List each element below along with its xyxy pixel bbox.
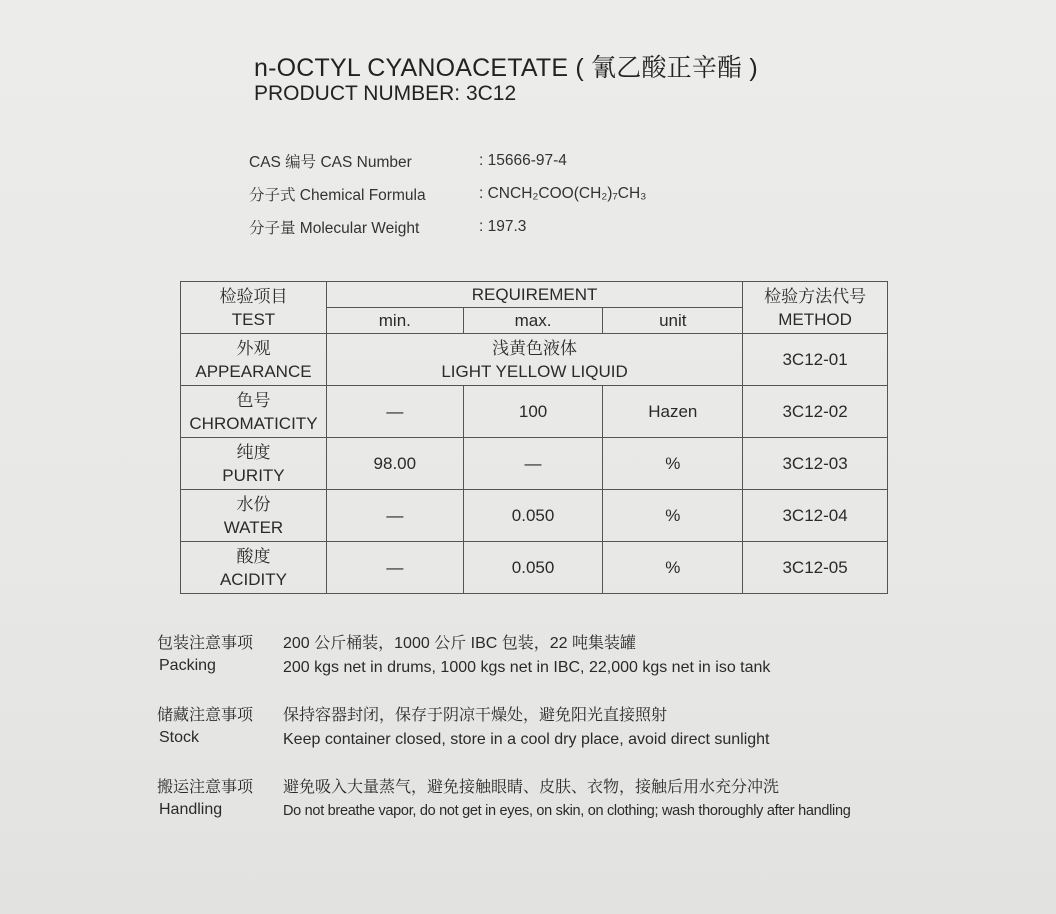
note-text-en: 200 kgs net in drums, 1000 kgs net in IBC, 22,000 kgs net in iso tank <box>283 659 771 676</box>
header-test <box>181 282 327 334</box>
table-row <box>181 438 888 490</box>
test-name-en: PURITY <box>222 465 285 485</box>
note-label-zh: 包装注意事项 <box>157 635 254 652</box>
table-row <box>181 386 888 438</box>
max-cell: — <box>463 438 603 490</box>
note-label-en: Handling <box>159 801 223 818</box>
property-value: : 197.3 <box>479 217 527 235</box>
test-name-en: APPEARANCE <box>195 361 312 381</box>
header-requirement: REQUIREMENT <box>326 282 742 308</box>
properties-list <box>249 144 646 243</box>
test-cell <box>181 334 327 386</box>
unit-cell: Hazen <box>603 386 743 438</box>
property-row-formula <box>249 177 646 210</box>
property-label: 分子式 Chemical Formula <box>249 186 426 204</box>
test-name-en: WATER <box>223 517 284 537</box>
header-min: min. <box>326 308 463 334</box>
min-cell: 98.00 <box>326 438 463 490</box>
test-cell <box>181 386 327 438</box>
test-name-zh: 酸度 <box>236 546 271 566</box>
test-name-zh: 外观 <box>236 338 271 358</box>
method-cell: 3C12-01 <box>743 334 888 386</box>
test-cell <box>181 542 327 594</box>
note-text-zh: 保持容器封闭，保存于阴凉干燥处，避免阳光直接照射 <box>283 707 668 724</box>
unit-cell: % <box>603 490 743 542</box>
method-cell: 3C12-02 <box>743 386 888 438</box>
max-cell: 0.050 <box>463 542 603 594</box>
test-cell <box>181 490 327 542</box>
test-name-zh: 色号 <box>236 390 271 410</box>
product-title: n-OCTYL CYANOACETATE ( 氰乙酸正辛酯 ) <box>254 54 758 82</box>
note-label-zh: 搬运注意事项 <box>157 779 254 796</box>
property-label: 分子量 Molecular Weight <box>249 219 420 237</box>
note-label-en: Stock <box>159 729 200 746</box>
table-row <box>181 542 888 594</box>
property-row-cas <box>249 144 646 177</box>
requirement-cell <box>326 334 742 386</box>
header-max: max. <box>463 308 603 334</box>
test-name-en: ACIDITY <box>219 569 287 589</box>
min-cell: — <box>326 386 463 438</box>
min-cell: — <box>326 490 463 542</box>
note-label-zh: 储藏注意事项 <box>157 707 254 724</box>
table-row <box>181 334 888 386</box>
note-text-en: Do not breathe vapor, do not get in eyes, on skin, on clothing; wash thoroughly after handling <box>283 803 851 819</box>
note-text-en: Keep container closed, store in a cool dry place, avoid direct sunlight <box>283 731 770 748</box>
table-header-row <box>181 282 888 308</box>
header-test-zh: 检验项目 <box>219 286 288 306</box>
table-row <box>181 490 888 542</box>
unit-cell: % <box>603 438 743 490</box>
note-text-zh: 200 公斤桶装，1000 公斤 IBC 包装，22 吨集装罐 <box>283 635 636 652</box>
note-text-zh: 避免吸入大量蒸气，避免接触眼睛、皮肤、衣物，接触后用水充分冲洗 <box>283 779 780 796</box>
test-name-en: CHROMATICITY <box>189 413 318 433</box>
header-method <box>743 282 888 334</box>
product-number: PRODUCT NUMBER: 3C12 <box>254 82 517 105</box>
test-cell <box>181 438 327 490</box>
max-cell: 0.050 <box>463 490 603 542</box>
test-name-zh: 纯度 <box>236 442 271 462</box>
property-label: CAS 编号 CAS Number <box>249 153 412 171</box>
method-cell: 3C12-04 <box>743 490 888 542</box>
header-unit: unit <box>603 308 743 334</box>
min-cell: — <box>326 542 463 594</box>
header-test-en: TEST <box>231 309 276 329</box>
unit-cell: % <box>603 542 743 594</box>
note-label-en: Packing <box>159 657 216 674</box>
max-cell: 100 <box>463 386 603 438</box>
header-method-zh: 检验方法代号 <box>764 286 867 306</box>
property-row-weight <box>249 210 646 243</box>
requirement-zh: 浅黄色液体 <box>492 338 578 358</box>
test-name-zh: 水份 <box>236 494 271 514</box>
header-method-en: METHOD <box>778 309 852 329</box>
property-value: : 15666-97-4 <box>479 151 567 169</box>
specification-table <box>180 281 888 594</box>
property-value: : CNCH₂COO(CH₂)₇CH₃ <box>479 184 647 202</box>
method-cell: 3C12-03 <box>743 438 888 490</box>
method-cell: 3C12-05 <box>743 542 888 594</box>
requirement-en: LIGHT YELLOW LIQUID <box>441 361 628 381</box>
